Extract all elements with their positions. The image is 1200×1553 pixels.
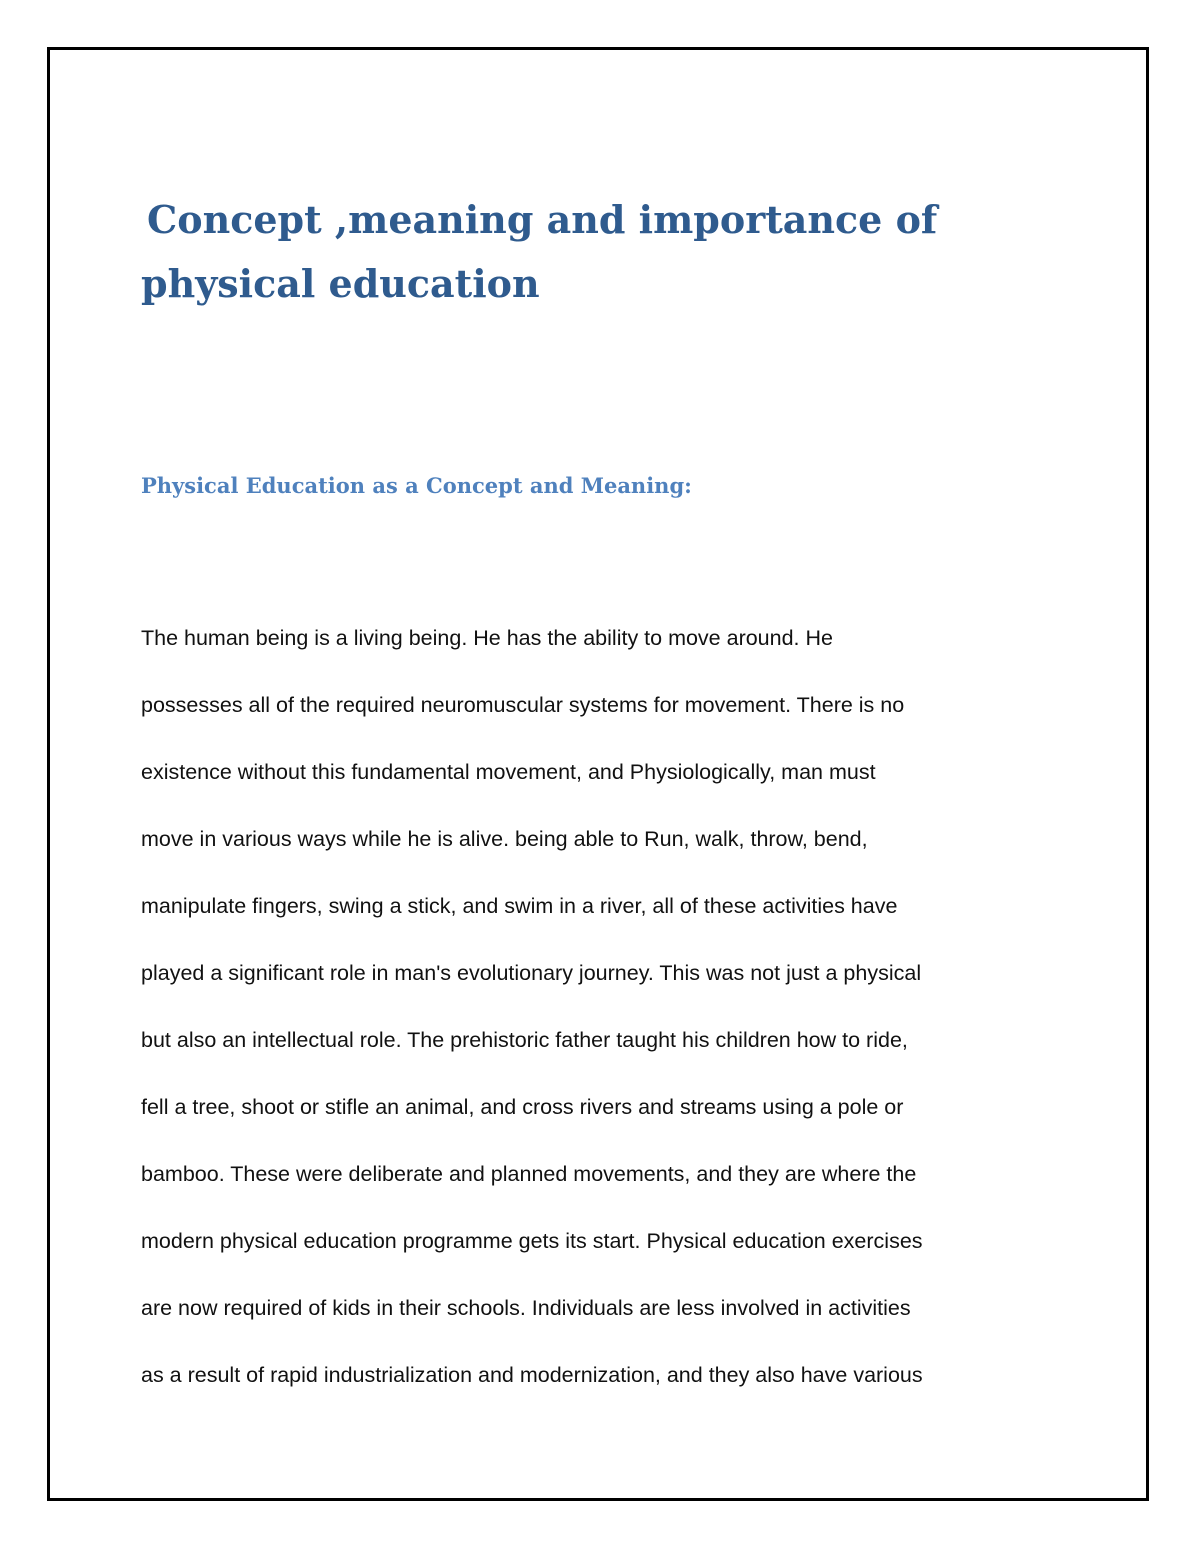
paragraph-line-6: played a significant role in man's evolutionary journey. This was not just a physical [141, 961, 922, 985]
title-line-1: Concept ,meaning and importance of [147, 197, 938, 242]
paragraph-line-8: fell a tree, shoot or stifle an animal, and cross rivers and streams using a pole or [141, 1095, 904, 1119]
paragraph-line-5: manipulate fingers, swing a stick, and swim in a river, all of these activities have [141, 894, 898, 918]
paragraph-line-1: The human being is a living being. He has the ability to move around. He [141, 626, 833, 650]
paragraph-line-2: possesses all of the required neuromuscular systems for movement. There is no [141, 693, 905, 717]
document-title [141, 188, 1041, 316]
paragraph-line-7: but also an intellectual role. The prehistoric father taught his children how to ride, [141, 1028, 908, 1052]
body-paragraph [141, 613, 1081, 1417]
paragraph-line-10: modern physical education programme gets its start. Physical education exercises [141, 1229, 923, 1253]
paragraph-line-3: existence without this fundamental movement, and Physiologically, man must [141, 760, 876, 784]
title-line-2: physical education [141, 261, 540, 306]
paragraph-line-9: bamboo. These were deliberate and planned movements, and they are where the [141, 1162, 917, 1186]
section-heading: Physical Education as a Concept and Meaning: [141, 473, 692, 498]
paragraph-line-11: are now required of kids in their schools. Individuals are less involved in activities [141, 1296, 911, 1320]
paragraph-line-12: as a result of rapid industrialization and modernization, and they also have various [141, 1363, 923, 1387]
paragraph-line-4: move in various ways while he is alive. being able to Run, walk, throw, bend, [141, 827, 868, 851]
